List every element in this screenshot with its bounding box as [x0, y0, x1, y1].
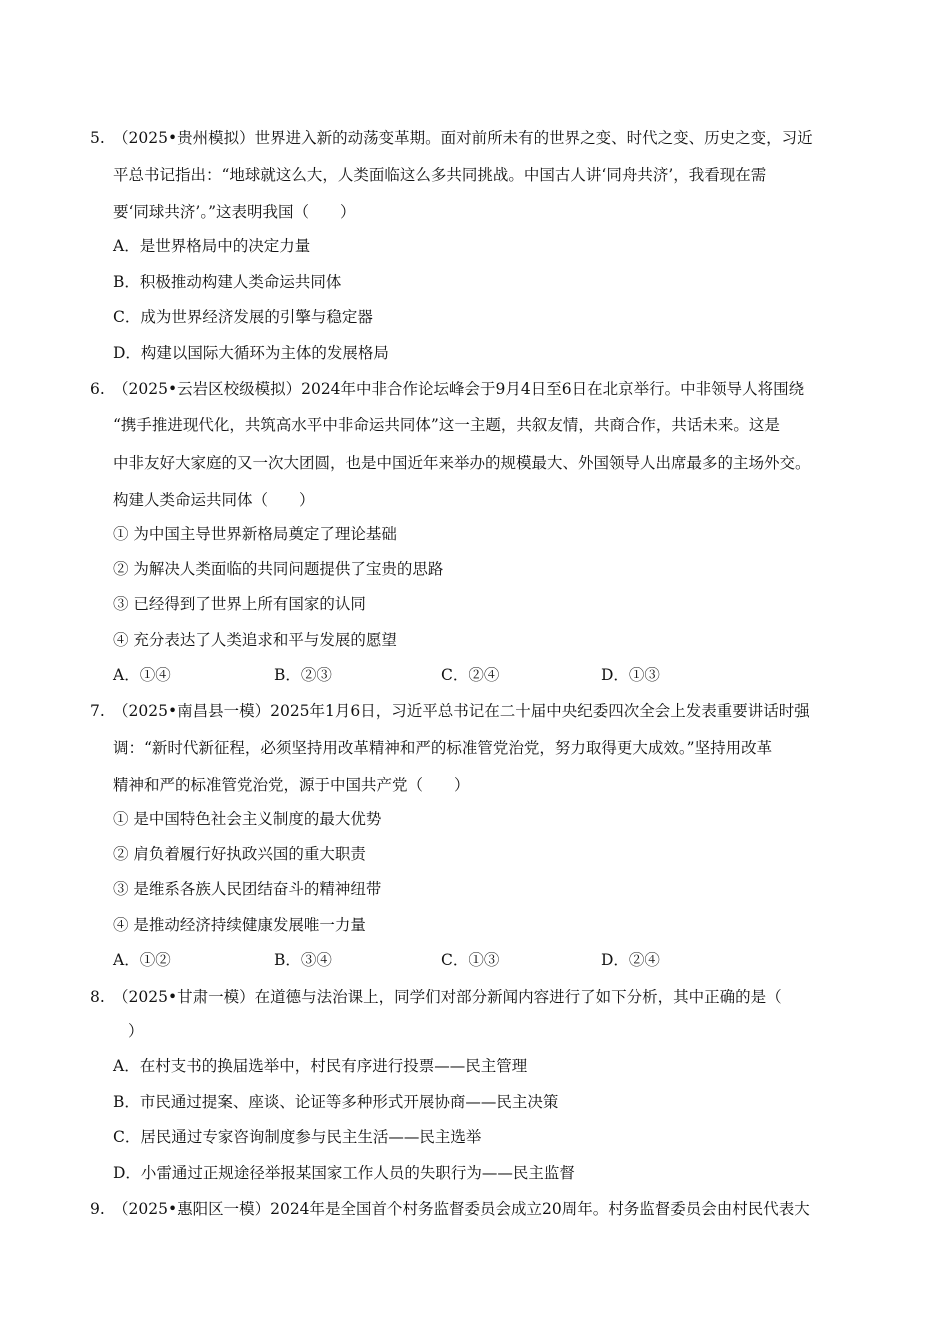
question-text-line: 精神和严的标准管党治党，源于中国共产党（ ） [113, 776, 470, 794]
choice-a: A．①④ [113, 666, 171, 684]
option-d: D．构建以国际大循环为主体的发展格局 [113, 344, 389, 362]
question-text-line: （2025•云岩区校级模拟）2024年中非合作论坛峰会于9月4日至6日在北京举行。中非领导人将围绕 [113, 380, 805, 398]
statement-3: ③ 已经得到了世界上所有国家的认同 [113, 595, 366, 613]
choice-b: B．③④ [274, 951, 332, 969]
choice-d: D．②④ [601, 951, 660, 969]
question-number: 8. [90, 988, 105, 1006]
question-text-line: 调：“新时代新征程，必须坚持用改革精神和严的标准管党治党，努力取得更大成效。”坚持用改革 [113, 739, 773, 757]
question-text-line: （2025•贵州模拟）世界进入新的动荡变革期。面对前所未有的世界之变、时代之变、历史之变，习近 [113, 129, 813, 147]
statement-3: ③ 是维系各族人民团结奋斗的精神纽带 [113, 880, 382, 898]
choice-b: B．②③ [274, 666, 332, 684]
question-text-line: “携手推进现代化，共筑高水平中非命运共同体”这一主题，共叙友情，共商合作，共话未来。这是 [113, 416, 780, 434]
option-d: D．小雷通过正规途径举报某国家工作人员的失职行为——民主监督 [113, 1164, 575, 1182]
question-text-line: ） [128, 1022, 144, 1040]
choice-c: C．②④ [441, 666, 500, 684]
statement-1: ① 是中国特色社会主义制度的最大优势 [113, 810, 382, 828]
choice-c: C．①③ [441, 951, 500, 969]
question-number: 6. [90, 380, 105, 398]
question-text-line: （2025•惠阳区一模）2024年是全国首个村务监督委员会成立20周年。村务监督委员会由村民代表大 [113, 1200, 810, 1218]
statement-4: ④ 是推动经济持续健康发展唯一力量 [113, 916, 366, 934]
statement-2: ② 肩负着履行好执政兴国的重大职责 [113, 845, 366, 863]
question-text-line: 要‘同球共济’。”这表明我国（ ） [113, 203, 356, 221]
question-text-line: 构建人类命运共同体（ ） [113, 491, 315, 509]
option-a: A．在村支书的换届选举中，村民有序进行投票——民主管理 [113, 1057, 528, 1075]
statement-2: ② 为解决人类面临的共同问题提供了宝贵的思路 [113, 560, 444, 578]
option-a: A．是世界格局中的决定力量 [113, 237, 311, 255]
question-text-line: （2025•甘肃一模）在道德与法治课上，同学们对部分新闻内容进行了如下分析，其中正确的是（ [113, 988, 782, 1006]
question-number: 9. [90, 1200, 105, 1218]
option-b: B．积极推动构建人类命运共同体 [113, 273, 342, 291]
choice-d: D．①③ [601, 666, 660, 684]
question-text-line: 平总书记指出：“地球就这么大，人类面临这么多共同挑战。中国古人讲‘同舟共济’，我看现在需 [113, 166, 767, 184]
choice-a: A．①② [113, 951, 171, 969]
option-c: C．成为世界经济发展的引擎与稳定器 [113, 308, 373, 326]
question-text-line: 中非友好大家庭的又一次大团圆，也是中国近年来举办的规模最大、外国领导人出席最多的主场外交。 [113, 454, 811, 472]
statement-1: ① 为中国主导世界新格局奠定了理论基础 [113, 525, 397, 543]
question-number: 7. [90, 702, 105, 720]
question-number: 5. [90, 129, 105, 147]
option-b: B．市民通过提案、座谈、论证等多种形式开展协商——民主决策 [113, 1093, 559, 1111]
statement-4: ④ 充分表达了人类追求和平与发展的愿望 [113, 631, 397, 649]
option-c: C．居民通过专家咨询制度参与民主生活——民主选举 [113, 1128, 482, 1146]
question-text-line: （2025•南昌县一模）2025年1月6日，习近平总书记在二十届中央纪委四次全会上发表重要讲话时强 [113, 702, 810, 720]
